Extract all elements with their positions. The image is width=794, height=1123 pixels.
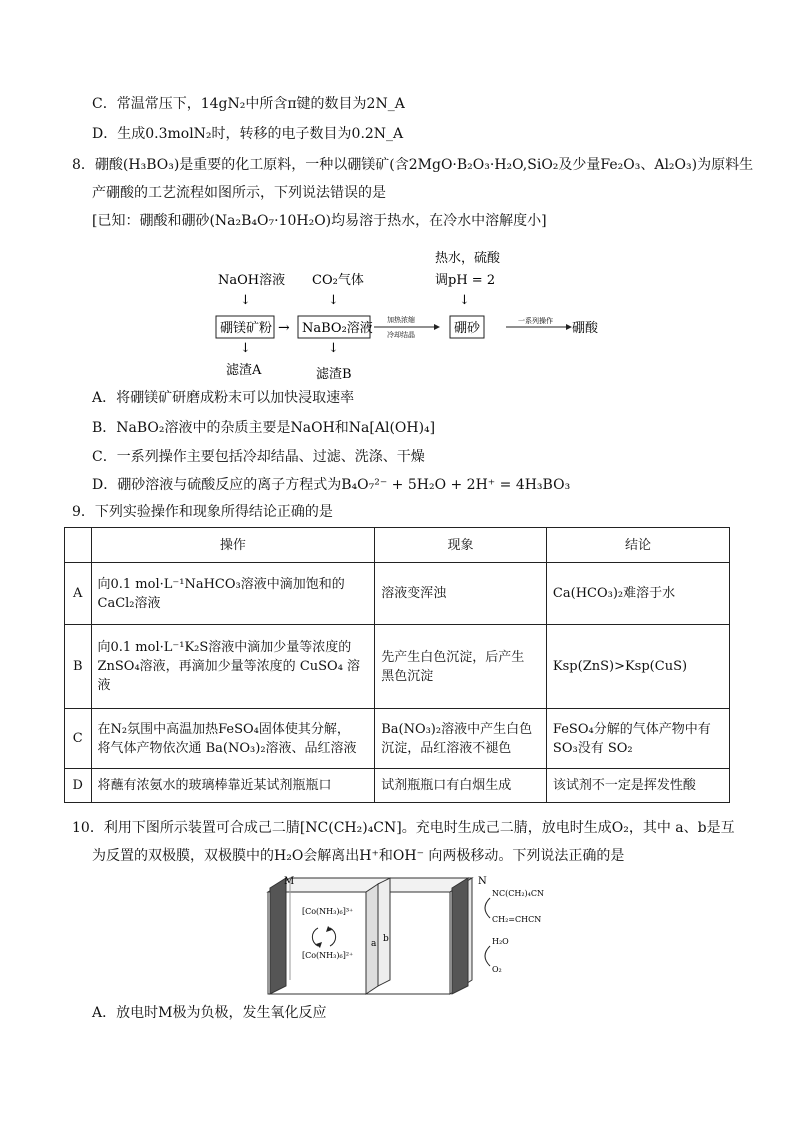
q8-option-c: C．一系列操作主要包括冷却结晶、过滤、洗涤、干燥	[92, 449, 425, 465]
q7-option-d: D．生成0.3molN₂时，转移的电子数目为0.2N_A	[92, 126, 404, 142]
water-label: H₂O	[492, 937, 509, 946]
flow-arrow-down-2: ↓	[328, 293, 339, 308]
table-header-phenomenon: 现象	[375, 528, 547, 563]
device-front-face	[268, 892, 450, 994]
table-header-conclusion: 结论	[546, 528, 729, 563]
q8-stem-line2: 产硼酸的工艺流程如图所示，下列说法错误的是	[92, 185, 386, 201]
cell-line: FeSO₄分解的气体产物中有	[552, 721, 711, 737]
flow-step-label-1: 加热浓缩	[387, 316, 415, 324]
flow-hot-water-sulfuric: 热水，硫酸	[435, 251, 501, 266]
row-label: B	[65, 625, 92, 709]
reactant-acrylonitrile: CH₂=CHCN	[492, 915, 542, 924]
q8-known-note: [已知：硼酸和硼砂(Na₂B₄O₇·10H₂O)均易溶于热水，在冷水中溶解度小]	[92, 213, 547, 229]
flow-arrow-down-4: ↓	[240, 341, 251, 356]
cell-line: 沉淀，品红溶液不褪色	[381, 740, 512, 756]
co3-complex: [Co(NH₃)₆]³⁺	[302, 907, 354, 916]
cell-line: Ca(HCO₃)₂难溶于水	[552, 586, 676, 601]
cell-line: Ba(NO₃)₂溶液中产生白色	[381, 721, 533, 737]
flow-residue-a: 滤渣A	[226, 363, 262, 378]
n-reaction-arrow-bottom	[485, 946, 490, 966]
membrane-a-label: a	[371, 939, 377, 949]
oxygen-label: O₂	[492, 965, 502, 974]
flow-co2-label: CO₂气体	[312, 273, 364, 288]
co2-complex: [Co(NH₃)₆]²⁺	[302, 951, 354, 960]
q9-stem: 9．下列实验操作和现象所得结论正确的是	[72, 504, 333, 520]
q10-option-a: A．放电时M极为负极，发生氧化反应	[92, 1005, 327, 1021]
cell-line: 该试剂不一定是挥发性酸	[552, 778, 696, 793]
electrode-n-label: N	[478, 876, 487, 887]
flow-arrow-right-1: →	[278, 320, 290, 336]
table-header-operation: 操作	[91, 528, 375, 563]
row-label: C	[65, 709, 92, 769]
cell-line: 向0.1 mol·L⁻¹NaHCO₃溶液中滴加饱和的	[97, 576, 345, 592]
flow-residue-b: 滤渣B	[316, 367, 352, 382]
electrode-m-label: M	[284, 876, 295, 887]
q10-stem-line2: 为反置的双极膜，双极膜中的H₂O会解离出H⁺和OH⁻ 向两极移动。下列说法正确的是	[92, 848, 625, 864]
cell-line: 向0.1 mol·L⁻¹K₂S溶液中滴加少量等浓度的	[97, 640, 352, 655]
flow-naoh-label: NaOH溶液	[218, 273, 286, 288]
flow-ore-label: 硼镁矿粉	[220, 321, 273, 336]
flow-boric-acid-label: 硼酸	[572, 321, 599, 336]
cell-line: 在N₂氛围中高温加热FeSO₄固体使其分解，	[97, 721, 350, 737]
flow-nabo2-label: NaBO₂溶液	[302, 321, 373, 336]
flow-step-label-2: 冷却结晶	[387, 331, 415, 339]
electrode-n	[452, 878, 468, 994]
q8-option-a: A．将硼镁矿研磨成粉末可以加快浸取速率	[92, 390, 355, 406]
q8-option-b: B．NaBO₂溶液中的杂质主要是NaOH和Na[Al(OH)₄]	[92, 420, 436, 436]
q8-stem-line1: 8．硼酸(H₃BO₃)是重要的化工原料，一种以硼镁矿(含2MgO·B₂O₃·H₂O,SiO₂及少量Fe₂O₃、Al₂O₃)为原料生	[72, 157, 754, 173]
membrane-b-label: b	[383, 934, 389, 944]
flow-arrow-down-5: ↓	[328, 341, 339, 356]
q8-option-d: D．硼砂溶液与硫酸反应的离子方程式为B₄O₇²⁻ + 5H₂O + 2H⁺ = 4H₃BO₃	[92, 477, 571, 493]
cell-line: 黑色沉淀	[381, 668, 434, 684]
cell-line: 溶液变浑浊	[381, 586, 447, 601]
flow-arrow-down-3: ↓	[459, 293, 470, 308]
row-label: A	[65, 563, 92, 625]
cell-line: 先产生白色沉淀，后产生	[381, 649, 525, 665]
electrode-m	[270, 878, 286, 994]
flow-arrow-down-1: ↓	[240, 293, 251, 308]
q10-stem-line1: 10．利用下图所示装置可合成己二腈[NC(CH₂)₄CN]。充电时生成己二腈，放电时生成O₂，其中 a、b是互	[72, 820, 735, 836]
cell-line: 将蘸有浓氨水的玻璃棒靠近某试剂瓶瓶口	[97, 778, 332, 793]
product-adiponitrile: NC(CH₂)₄CN	[492, 889, 544, 898]
cell-line: ZnSO₄溶液，再滴加少量等浓度的 CuSO₄ 溶	[97, 659, 361, 674]
cell-line: CaCl₂溶液	[97, 595, 161, 611]
q7-option-c: C．常温常压下，14gN₂中所含π键的数目为2N_A	[92, 96, 405, 112]
cell-line: 液	[97, 678, 111, 693]
cell-line: Ksp(ZnS)>Ksp(CuS)	[552, 659, 688, 674]
n-reaction-arrow-top	[485, 898, 490, 918]
flow-series-label: 一系列操作	[518, 317, 553, 325]
flow-borax-label: 硼砂	[454, 321, 481, 336]
row-label: D	[65, 769, 92, 803]
flow-adjust-ph: 调pH = 2	[435, 273, 496, 288]
membrane-b	[378, 878, 390, 986]
cell-line: SO₃没有 SO₂	[552, 740, 633, 756]
cell-line: 将气体产物依次通 Ba(NO₃)₂溶液、品红溶液	[97, 740, 357, 756]
cell-line: 试剂瓶瓶口有白烟生成	[381, 778, 512, 793]
